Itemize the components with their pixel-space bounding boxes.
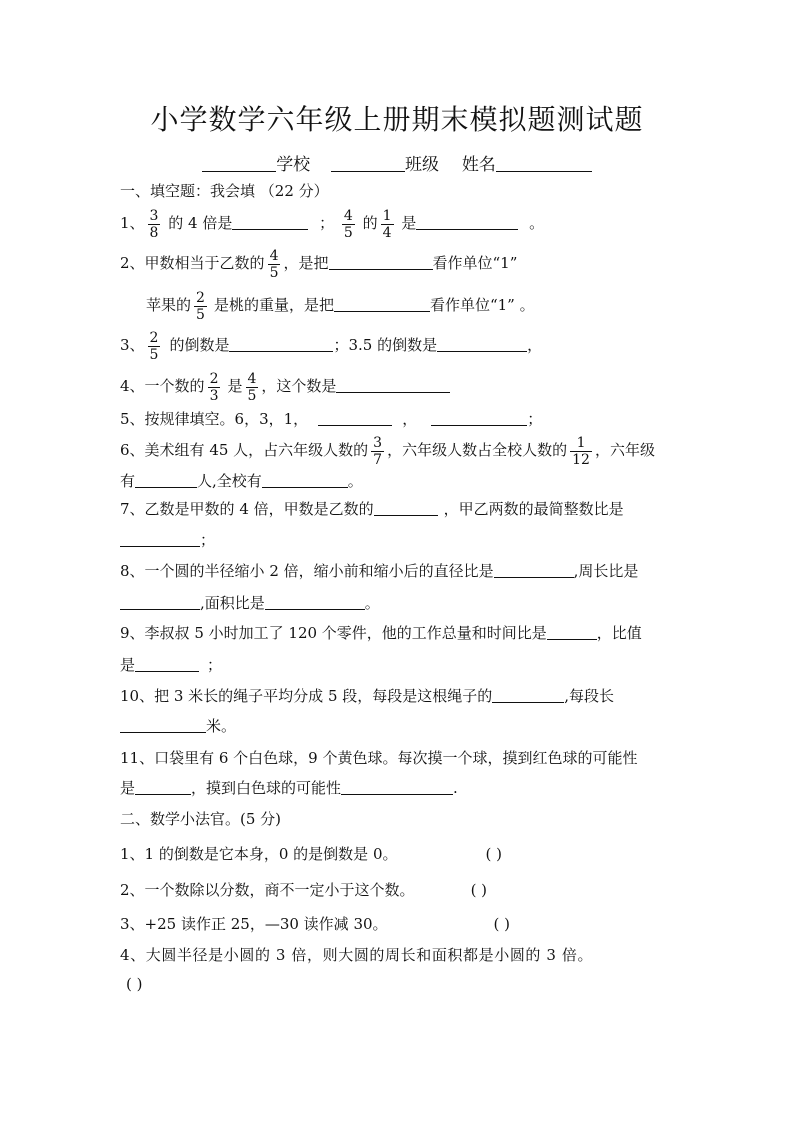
answer-blank[interactable] [341, 778, 453, 795]
judge-item-4-part2 [126, 973, 142, 995]
answer-blank[interactable] [318, 409, 392, 426]
answer-blank[interactable] [265, 593, 365, 610]
answer-parentheses[interactable]: ( ) [485, 845, 502, 863]
student-info-line [0, 150, 794, 175]
answer-blank[interactable] [120, 530, 200, 547]
question-6: 6、美术组有 45 人，占六年级人数的 $\frac{3}{7}$ ，六年级人数占全校人数的 $\frac{1}{12}$ ，六年级 [120, 434, 655, 468]
answer-blank[interactable] [336, 376, 450, 393]
fraction: $\frac{2}{3}$ [209, 370, 219, 404]
fraction: $\frac{3}{7}$ [373, 434, 383, 468]
answer-blank[interactable] [262, 471, 348, 488]
question-1: 1、 $\frac{3}{8}$ 的 4 倍是 ； $\frac{4}{5}$ 的 $\frac{1}{4}$ 是 。 [120, 207, 545, 241]
answer-parentheses[interactable]: ( ) [493, 915, 511, 933]
question-8: 8、一个圆的半径缩小 2 倍，缩小前和缩小后的直径比是 ,周长比是 [120, 562, 639, 580]
fraction: $\frac{4}{5}$ [247, 370, 257, 404]
answer-blank[interactable] [135, 778, 191, 795]
class-blank[interactable] [331, 155, 405, 172]
answer-blank[interactable] [334, 295, 430, 312]
fraction: $\frac{2}{5}$ [196, 289, 205, 323]
question-9-part2: 是 ； [120, 656, 223, 674]
name-label: 姓名 [461, 155, 496, 175]
question-4: 4、一个数的 $\frac{2}{3}$ 是 $\frac{4}{5}$ ，这个数是 [120, 368, 450, 404]
question-11-part2: 是 ，摸到白色球的可能性 . [120, 779, 458, 797]
fraction: $\frac{1}{4}$ [382, 207, 392, 241]
page-title: 小学数学六年级上册期末模拟题测试题 [150, 103, 644, 136]
fraction: $\frac{4}{5}$ [343, 207, 353, 241]
answer-blank[interactable] [416, 213, 518, 230]
section2-heading: 二、数学小法官。(5 分) [120, 810, 282, 828]
question-10-part2: 米。 [120, 715, 236, 737]
answer-blank[interactable] [135, 655, 199, 672]
answer-blank[interactable] [120, 593, 200, 610]
question-6-part2: 有 人,全校有 。 [120, 472, 363, 490]
class-label: 班级 [405, 155, 439, 175]
fraction: $\frac{2}{5}$ [149, 329, 159, 363]
answer-blank[interactable] [431, 409, 527, 426]
question-5: 5、按规律填空。6，3，1， ， ； [120, 410, 543, 428]
judge-item-2: 2、一个数除以分数，商不一定小于这个数。 ( ) [120, 881, 488, 899]
answer-blank[interactable] [232, 213, 308, 230]
answer-blank[interactable] [329, 253, 433, 270]
section1-heading: 一、填空题：我会填 （22 分） [120, 182, 329, 200]
question-2-part2: 苹果的 $\frac{2}{5}$ 是桃的重量，是把 看作单位“1” 。 [146, 289, 535, 323]
question-3: 3、 $\frac{2}{5}$ 的倒数是 ；3.5 的倒数是 ， [120, 329, 543, 363]
question-7: 7、乙数是甲数的 4 倍，甲数是乙数的 ，甲乙两数的最简整数比是 [120, 500, 624, 518]
judge-item-1: 1、1 的倒数是它本身，0 的是倒数是 0。 ( ) [120, 845, 502, 863]
answer-blank[interactable] [494, 561, 574, 578]
judge-item-4: 4、大圆半径是小圆的 3 倍，则大圆的周长和面积都是小圆的 3 倍。 [120, 946, 594, 964]
question-2: 2、甲数相当于乙数的 $\frac{4}{5}$ ，是把 看作单位“1” [120, 247, 518, 281]
answer-blank[interactable] [437, 335, 527, 352]
fraction: $\frac{1}{12}$ [572, 434, 590, 468]
answer-blank[interactable] [492, 686, 564, 703]
answer-parentheses[interactable]: ( ) [126, 975, 143, 993]
answer-blank[interactable] [135, 471, 197, 488]
question-9: 9、李叔叔 5 小时加工了 120 个零件，他的工作总量和时间比是 ，比值 [120, 624, 642, 642]
school-label: 学校 [276, 155, 311, 175]
school-blank[interactable] [202, 155, 276, 172]
fraction: $\frac{4}{5}$ [269, 247, 279, 281]
question-11: 11、口袋里有 6 个白色球，9 个黄色球。每次摸一个球，摸到红色球的可能性 [120, 749, 638, 767]
question-8-part2: ,面积比是 。 [120, 592, 380, 614]
answer-blank[interactable] [374, 499, 438, 516]
answer-blank[interactable] [120, 716, 206, 733]
answer-blank[interactable] [229, 335, 333, 352]
question-10: 10、把 3 米长的绳子平均分成 5 段，每段是这根绳子的 ,每段长 [120, 687, 615, 705]
fraction: $\frac{3}{8}$ [149, 207, 159, 241]
name-blank[interactable] [496, 155, 592, 172]
question-7-part2: ； [120, 529, 215, 551]
answer-blank[interactable] [547, 623, 597, 640]
judge-item-3: 3、+25 读作正 25，—30 读作减 30。 ( ) [120, 915, 511, 933]
answer-parentheses[interactable]: ( ) [470, 881, 488, 899]
